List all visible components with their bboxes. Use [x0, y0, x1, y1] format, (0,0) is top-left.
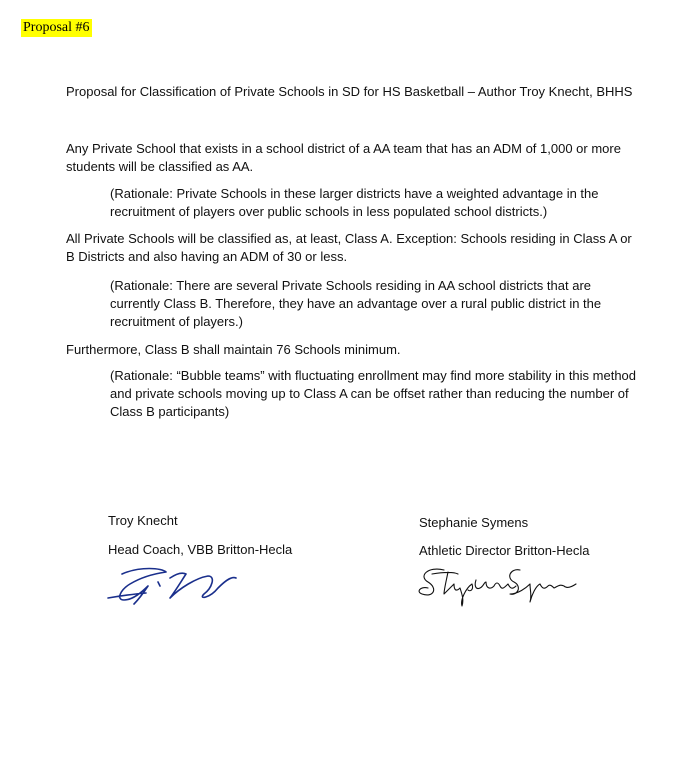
signatory-1-role: Head Coach, VBB Britton-Hecla [108, 542, 293, 557]
signatory-2-role: Athletic Director Britton-Hecla [419, 543, 590, 558]
signature-2-image [414, 560, 584, 608]
signature-1-image [100, 560, 250, 610]
signatory-1-name: Troy Knecht [108, 513, 178, 528]
rationale-class-a-rule: (Rationale: There are several Private Schools residing in AA school districts that are currently Class B. Therefore, they have an advantage over a rural public district in the recruitment of players.) [110, 278, 602, 329]
paragraph-class-a-rule: All Private Schools will be classified as, at least, Class A. Exception: Schools residing in Class A or B Districts and also having an ADM of 30 or less. [66, 231, 632, 264]
rationale-aa-rule: (Rationale: Private Schools in these larger districts have a weighted advantage in the recruitment of players over public schools in less populated school districts.) [110, 186, 599, 219]
paragraph-class-b-rule: Furthermore, Class B shall maintain 76 Schools minimum. [66, 342, 401, 357]
signatory-2-name: Stephanie Symens [419, 515, 529, 530]
rationale-class-b-rule: (Rationale: “Bubble teams” with fluctuating enrollment may find more stability in this method and private schools moving up to Class A can be offset rather than reducing the number of Class B participants) [110, 368, 637, 419]
paragraph-aa-rule: Any Private School that exists in a school district of a AA team that has an ADM of 1,000 or more students will be classified as AA. [66, 141, 621, 174]
proposal-title: Proposal for Classification of Private Schools in SD for HS Basketball – Author Troy Knecht, BHHS [66, 84, 633, 99]
proposal-label: Proposal #6 [23, 20, 90, 35]
